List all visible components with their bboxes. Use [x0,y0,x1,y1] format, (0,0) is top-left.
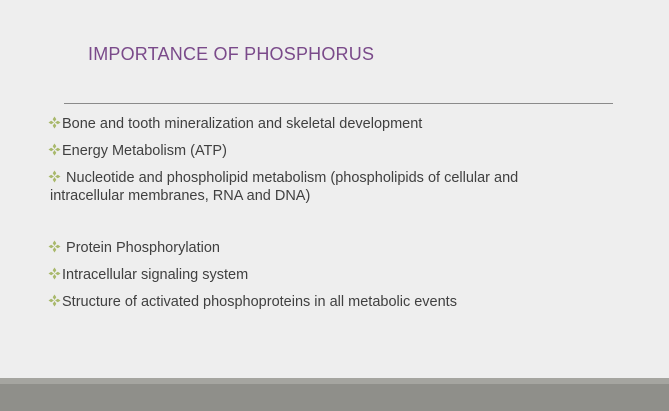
bullet-item [48,142,227,160]
diamond-bullet-icon [48,240,61,253]
diamond-bullet-icon [48,116,61,129]
footer-band-highlight [0,378,669,384]
diamond-bullet-icon [48,267,61,280]
bullet-item [48,266,248,284]
diamond-bullet-icon [48,143,61,156]
bullet-text: Bone and tooth mineralization and skeletal development [62,116,423,132]
bullet-item [48,115,422,133]
bullet-text: Intracellular signaling system [62,267,249,283]
diamond-bullet-icon [48,170,61,183]
bullet-text: Nucleotide and phospholipid metabolism (phospholipids of cellular and [62,170,519,186]
slide-title: IMPORTANCE OF PHOSPHORUS [88,44,375,64]
bullet-text-continuation: intracellular membranes, RNA and DNA) [50,188,311,204]
bullet-text: Structure of activated phosphoproteins in all metabolic events [62,294,457,310]
title-divider [64,103,613,104]
bullet-item [48,293,457,311]
bullet-text: Energy Metabolism (ATP) [62,143,227,159]
bullet-item [48,169,518,205]
diamond-bullet-icon [48,294,61,307]
bullet-text: Protein Phosphorylation [62,240,220,256]
bullet-item [48,239,220,257]
